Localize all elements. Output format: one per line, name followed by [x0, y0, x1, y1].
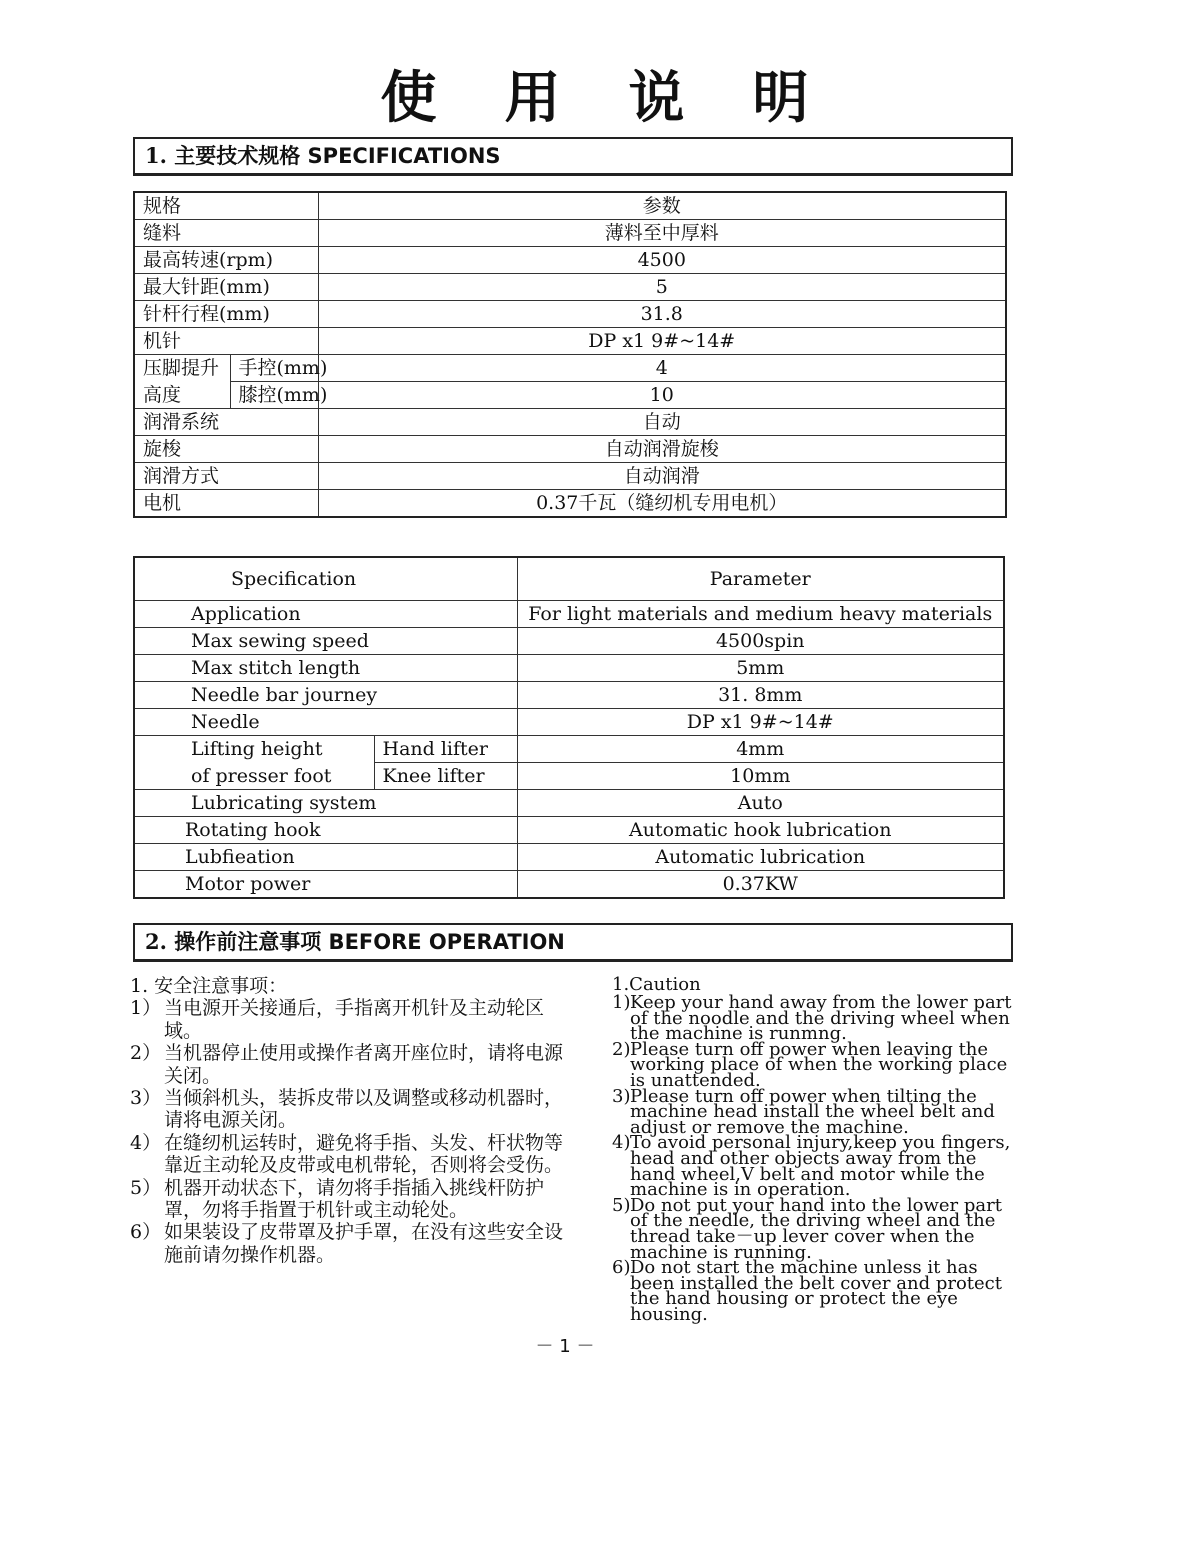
table-row	[134, 601, 1004, 628]
list-item	[130, 1221, 570, 1266]
table-cell: 10mm	[517, 763, 1004, 790]
table-row	[134, 709, 1004, 736]
table-cell: 0.37千瓦（缝纫机专用电机）	[318, 490, 1006, 518]
table-cell: Automatic hook lubrication	[517, 817, 1004, 844]
table-header-row	[134, 557, 1004, 601]
notes-heading: 1.Caution	[612, 974, 701, 995]
table-cell: Lubricating system	[134, 790, 517, 817]
table-row	[134, 736, 1004, 763]
table-cell: 31.8	[318, 301, 1006, 328]
list-item	[612, 992, 1012, 1045]
list-item	[612, 1132, 1012, 1201]
table-cell: of presser foot	[134, 763, 374, 790]
notes-heading: 1. 安全注意事项：	[130, 975, 288, 997]
table-cell: Specification	[134, 557, 517, 601]
item-text: Do not put your hand into the lower part of the needle, the driving wheel and the thread take－up lever cover when the machine is running.	[630, 1194, 1002, 1263]
table-row	[134, 220, 1006, 247]
section-heading-before-operation	[133, 923, 1013, 962]
section-heading-specifications	[133, 137, 1013, 176]
table-cell: 针杆行程(mm)	[134, 301, 318, 328]
safety-notes-chinese	[130, 975, 570, 1266]
table-row	[134, 382, 1006, 409]
table-header-row	[134, 192, 1006, 220]
table-cell: Lubfieation	[134, 844, 517, 871]
table-cell: 缝料	[134, 220, 318, 247]
list-item	[612, 1038, 1012, 1091]
table-row	[134, 328, 1006, 355]
table-cell: 自动	[318, 409, 1006, 436]
section-number: 1.	[145, 143, 167, 168]
table-row	[134, 871, 1004, 899]
item-text: Please turn off power when leaving the working place of when the working place is unattended.	[630, 1038, 1008, 1091]
table-cell: 4	[318, 355, 1006, 382]
item-number: 1）	[130, 997, 162, 1020]
list-item	[612, 1085, 1012, 1138]
title-char: 用	[504, 65, 561, 131]
table-cell: 机针	[134, 328, 318, 355]
item-text: 当倾斜机头，装拆皮带以及调整或移动机器时，请将电源关闭。	[164, 1087, 564, 1132]
table-cell: 膝控(mm)	[230, 382, 318, 409]
table-cell: 5mm	[517, 655, 1004, 682]
page-number: － 1 －	[535, 1336, 595, 1357]
list-item	[130, 1177, 570, 1222]
table-cell: Motor power	[134, 871, 517, 899]
section-title: 主要技术规格 SPECIFICATIONS	[174, 144, 501, 168]
table-row	[134, 463, 1006, 490]
table-cell: 5	[318, 274, 1006, 301]
table-cell: 最大针距(mm)	[134, 274, 318, 301]
table-cell: 旋梭	[134, 436, 318, 463]
table-cell: Needle	[134, 709, 517, 736]
table-row	[134, 490, 1006, 518]
table-row	[134, 409, 1006, 436]
table-row	[134, 763, 1004, 790]
item-number: 5）	[130, 1176, 162, 1199]
table-cell: Knee lifter	[374, 763, 517, 790]
item-number: 1)	[612, 992, 631, 1013]
table-cell: 最高转速(rpm)	[134, 247, 318, 274]
table-cell: 电机	[134, 490, 318, 518]
list-item	[130, 997, 570, 1042]
item-number: 6）	[130, 1221, 162, 1244]
table-row	[134, 655, 1004, 682]
table-cell: 薄料至中厚料	[318, 220, 1006, 247]
list-item	[130, 1132, 570, 1177]
item-text: 当机器停止使用或操作者离开座位时，请将电源关闭。	[164, 1042, 564, 1087]
item-text: To avoid personal injury,keep you fingers, head and other objects away from the hand wheel,V belt and motor while the machine is in operation.	[630, 1132, 1011, 1201]
table-cell: 参数	[318, 192, 1006, 220]
table-row	[134, 301, 1006, 328]
table-row	[134, 247, 1006, 274]
item-text: 在缝纫机运转时，避免将手指、头发、杆状物等靠近主动轮及皮带或电机带轮，否则将会受伤。	[164, 1131, 564, 1177]
table-row	[134, 790, 1004, 817]
item-text: Do not start the machine unless it has been installed the belt cover and protect the hand housing or protect the eye housing.	[630, 1257, 1002, 1325]
list-item	[130, 1087, 570, 1132]
table-cell: Max stitch length	[134, 655, 517, 682]
table-cell: Lifting height	[134, 736, 374, 763]
table-cell: 手控(mm)	[230, 355, 318, 382]
table-cell: Application	[134, 601, 517, 628]
table-cell: 自动润滑旋梭	[318, 436, 1006, 463]
section-title: 操作前注意事项 BEFORE OPERATION	[174, 930, 565, 954]
table-cell: 10	[318, 382, 1006, 409]
table-cell: 4500spin	[517, 628, 1004, 655]
item-number: 6)	[612, 1257, 631, 1279]
page-title	[0, 58, 1189, 138]
table-row	[134, 355, 1006, 382]
table-cell: DP x1 9#~14#	[318, 328, 1006, 355]
table-cell: Auto	[517, 790, 1004, 817]
table-cell: 4500	[318, 247, 1006, 274]
table-cell: 润滑系统	[134, 409, 318, 436]
table-cell: Needle bar journey	[134, 682, 517, 709]
item-number: 2）	[130, 1042, 162, 1065]
table-cell: 自动润滑	[318, 463, 1006, 490]
title-char: 使	[380, 65, 437, 131]
title-char: 明	[752, 65, 809, 131]
item-number: 5)	[612, 1194, 631, 1216]
table-cell: 0.37KW	[517, 871, 1004, 899]
table-row	[134, 844, 1004, 871]
item-number: 4）	[130, 1131, 162, 1154]
table-row	[134, 436, 1006, 463]
safety-notes-english	[612, 974, 1012, 1325]
list-item	[612, 1194, 1012, 1263]
table-row	[134, 817, 1004, 844]
item-number: 4)	[612, 1132, 631, 1154]
item-number: 3)	[612, 1085, 631, 1107]
item-text: 如果装设了皮带罩及护手罩，在没有这些安全设施前请勿操作机器。	[164, 1221, 564, 1266]
title-char: 说	[628, 65, 685, 131]
table-cell: Hand lifter	[374, 736, 517, 763]
table-cell: 润滑方式	[134, 463, 318, 490]
table-cell: Rotating hook	[134, 817, 517, 844]
table-cell: 规格	[134, 192, 318, 220]
table-cell: 压脚提升	[134, 355, 230, 382]
item-text: 当电源开关接通后，手指离开机针及主动轮区域。	[164, 997, 545, 1042]
list-item	[130, 1042, 570, 1087]
item-text: Keep your hand away from the lower part of the noodle and the driving wheel when the machine is runmng.	[630, 992, 1012, 1045]
table-cell: Automatic lubrication	[517, 844, 1004, 871]
table-row	[134, 682, 1004, 709]
table-row	[134, 628, 1004, 655]
table-cell: 高度	[134, 382, 230, 409]
item-number: 2)	[612, 1038, 631, 1060]
section-number: 2.	[145, 929, 167, 954]
table-row	[134, 274, 1006, 301]
table-cell: Parameter	[517, 557, 1004, 601]
table-cell: Max sewing speed	[134, 628, 517, 655]
item-number: 3）	[130, 1087, 162, 1110]
table-cell: 4mm	[517, 736, 1004, 763]
list-item	[612, 1257, 1012, 1325]
item-text: 机器开动状态下，请勿将手指插入挑线杆防护罩，勿将手指置于机针或主动轮处。	[164, 1176, 545, 1222]
table-cell: 31. 8mm	[517, 682, 1004, 709]
item-text: Please turn off power when tilting the machine head install the wheel belt and adjust or remove the machine.	[630, 1085, 995, 1138]
table-cell: For light materials and medium heavy materials	[517, 601, 1004, 628]
spec-table-chinese	[133, 191, 1007, 518]
spec-table-english	[133, 556, 1005, 899]
table-cell: DP x1 9#~14#	[517, 709, 1004, 736]
